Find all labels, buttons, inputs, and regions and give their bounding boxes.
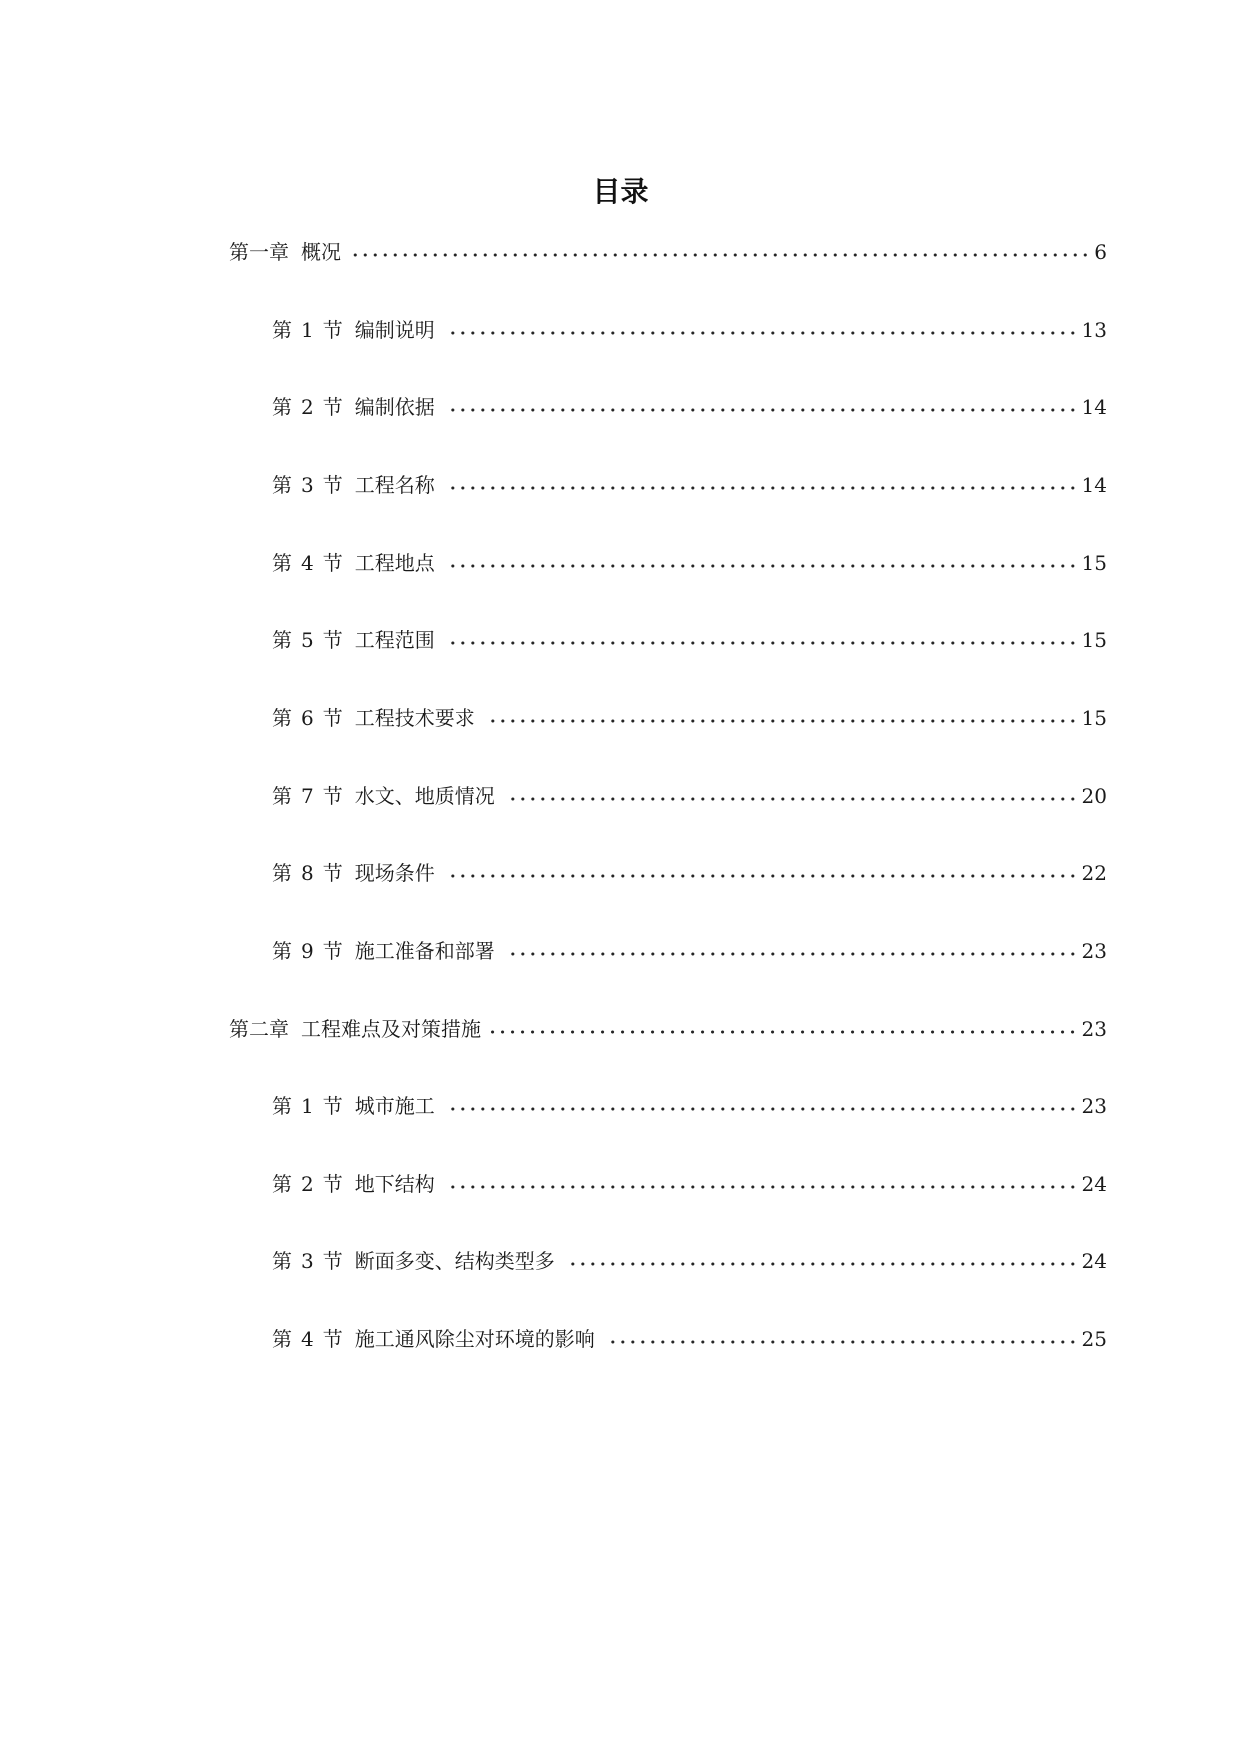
section-prefix: 第 xyxy=(272,1249,292,1273)
section-number: 9 xyxy=(301,939,314,963)
section-suffix: 节 xyxy=(322,318,343,342)
dot-leader xyxy=(565,1261,1078,1267)
section-suffix: 节 xyxy=(322,395,343,419)
toc-section-entry[interactable] xyxy=(272,624,1107,656)
section-number: 5 xyxy=(301,628,314,652)
toc-section-entry[interactable] xyxy=(272,1090,1107,1122)
toc-entry-label xyxy=(272,857,435,889)
section-number: 4 xyxy=(301,551,314,575)
section-suffix: 节 xyxy=(322,1172,343,1196)
entry-name: 断面多变、结构类型多 xyxy=(354,1249,555,1273)
toc-entry-label xyxy=(272,780,495,812)
dot-leader xyxy=(505,951,1078,957)
toc-entry-label xyxy=(229,1013,481,1045)
toc-entry-label xyxy=(272,935,495,967)
section-prefix: 第 xyxy=(272,628,292,652)
dot-leader xyxy=(445,1106,1078,1112)
section-suffix: 节 xyxy=(322,784,343,808)
toc-section-entry[interactable] xyxy=(272,935,1107,967)
page-number: 14 xyxy=(1081,473,1107,497)
entry-name: 工程难点及对策措施 xyxy=(301,1017,481,1041)
toc-section-entry[interactable] xyxy=(272,547,1107,579)
page-number: 25 xyxy=(1081,1327,1107,1351)
entry-name: 工程范围 xyxy=(354,628,435,652)
section-prefix: 第 xyxy=(272,939,292,963)
entry-name: 编制依据 xyxy=(354,395,435,419)
section-number: 2 xyxy=(301,395,314,419)
dot-leader xyxy=(491,1029,1078,1035)
dot-leader xyxy=(485,718,1078,724)
section-number: 1 xyxy=(301,1094,314,1118)
page-number: 23 xyxy=(1081,939,1107,963)
entry-name: 水文、地质情况 xyxy=(354,784,495,808)
section-suffix: 节 xyxy=(322,1094,343,1118)
toc-entry-label xyxy=(272,391,435,423)
section-suffix: 节 xyxy=(322,473,343,497)
section-number: 6 xyxy=(301,706,314,730)
section-number: 3 xyxy=(301,1249,314,1273)
toc-chapter-entry[interactable] xyxy=(229,1013,1107,1045)
section-number: 8 xyxy=(301,861,314,885)
section-prefix: 第 xyxy=(272,551,292,575)
dot-leader xyxy=(445,640,1078,646)
section-suffix: 节 xyxy=(322,628,343,652)
entry-name: 城市施工 xyxy=(354,1094,435,1118)
toc-entry-label xyxy=(272,469,435,501)
section-prefix: 第 xyxy=(272,706,292,730)
page-number: 24 xyxy=(1081,1172,1107,1196)
toc-entry-label xyxy=(272,1245,555,1277)
page-number: 14 xyxy=(1081,395,1107,419)
section-number: 7 xyxy=(301,784,314,808)
section-suffix: 节 xyxy=(322,861,343,885)
toc-section-entry[interactable] xyxy=(272,1245,1107,1277)
entry-name: 工程技术要求 xyxy=(354,706,475,730)
toc-section-entry[interactable] xyxy=(272,1323,1107,1355)
page-number: 23 xyxy=(1081,1094,1107,1118)
toc-section-entry[interactable] xyxy=(272,702,1107,734)
section-number: 3 xyxy=(301,473,314,497)
chapter-prefix: 第一章 xyxy=(229,240,289,264)
section-number: 2 xyxy=(301,1172,314,1196)
section-prefix: 第 xyxy=(272,1172,292,1196)
page-number: 13 xyxy=(1081,318,1107,342)
section-prefix: 第 xyxy=(272,473,292,497)
page-number: 15 xyxy=(1081,628,1107,652)
section-prefix: 第 xyxy=(272,395,292,419)
entry-name: 现场条件 xyxy=(354,861,435,885)
dot-leader xyxy=(445,407,1078,413)
entry-name: 概况 xyxy=(301,240,341,264)
page-number: 15 xyxy=(1081,551,1107,575)
section-suffix: 节 xyxy=(322,1249,343,1273)
toc-entry-label xyxy=(272,702,475,734)
chapter-prefix: 第二章 xyxy=(229,1017,289,1041)
section-prefix: 第 xyxy=(272,861,292,885)
section-suffix: 节 xyxy=(322,551,343,575)
dot-leader xyxy=(445,873,1078,879)
toc-section-entry[interactable] xyxy=(272,314,1107,346)
page-number: 20 xyxy=(1081,784,1107,808)
toc-entry-label xyxy=(272,547,435,579)
entry-name: 工程名称 xyxy=(354,473,435,497)
dot-leader xyxy=(445,485,1078,491)
section-suffix: 节 xyxy=(322,1327,343,1351)
section-number: 1 xyxy=(301,318,314,342)
dot-leader xyxy=(505,796,1078,802)
toc-entry-label xyxy=(272,1090,435,1122)
toc-title: 目录 xyxy=(592,175,649,208)
entry-name: 编制说明 xyxy=(354,318,435,342)
dot-leader xyxy=(445,563,1078,569)
section-prefix: 第 xyxy=(272,1094,292,1118)
section-suffix: 节 xyxy=(322,706,343,730)
toc-section-entry[interactable] xyxy=(272,469,1107,501)
page-number: 15 xyxy=(1081,706,1107,730)
page-number: 24 xyxy=(1081,1249,1107,1273)
section-number: 4 xyxy=(301,1327,314,1351)
dot-leader xyxy=(351,252,1090,258)
entry-name: 施工通风除尘对环境的影响 xyxy=(354,1327,595,1351)
dot-leader xyxy=(445,330,1078,336)
entry-name: 施工准备和部署 xyxy=(354,939,495,963)
section-prefix: 第 xyxy=(272,1327,292,1351)
toc-chapter-entry[interactable] xyxy=(229,236,1107,268)
page-number: 23 xyxy=(1081,1017,1107,1041)
toc-entry-label xyxy=(272,314,435,346)
dot-leader xyxy=(445,1184,1078,1190)
toc-section-entry[interactable] xyxy=(272,1168,1107,1200)
toc-entry-label xyxy=(272,1323,595,1355)
section-suffix: 节 xyxy=(322,939,343,963)
page-number: 6 xyxy=(1094,240,1107,264)
toc-section-entry[interactable] xyxy=(272,391,1107,423)
toc-entry-label xyxy=(272,1168,435,1200)
entry-name: 地下结构 xyxy=(354,1172,435,1196)
dot-leader xyxy=(605,1339,1078,1345)
entry-name: 工程地点 xyxy=(354,551,435,575)
page-number: 22 xyxy=(1081,861,1107,885)
toc-entry-label xyxy=(229,236,341,268)
toc-section-entry[interactable] xyxy=(272,780,1107,812)
toc-section-entry[interactable] xyxy=(272,857,1107,889)
section-prefix: 第 xyxy=(272,318,292,342)
section-prefix: 第 xyxy=(272,784,292,808)
toc-entry-label xyxy=(272,624,435,656)
